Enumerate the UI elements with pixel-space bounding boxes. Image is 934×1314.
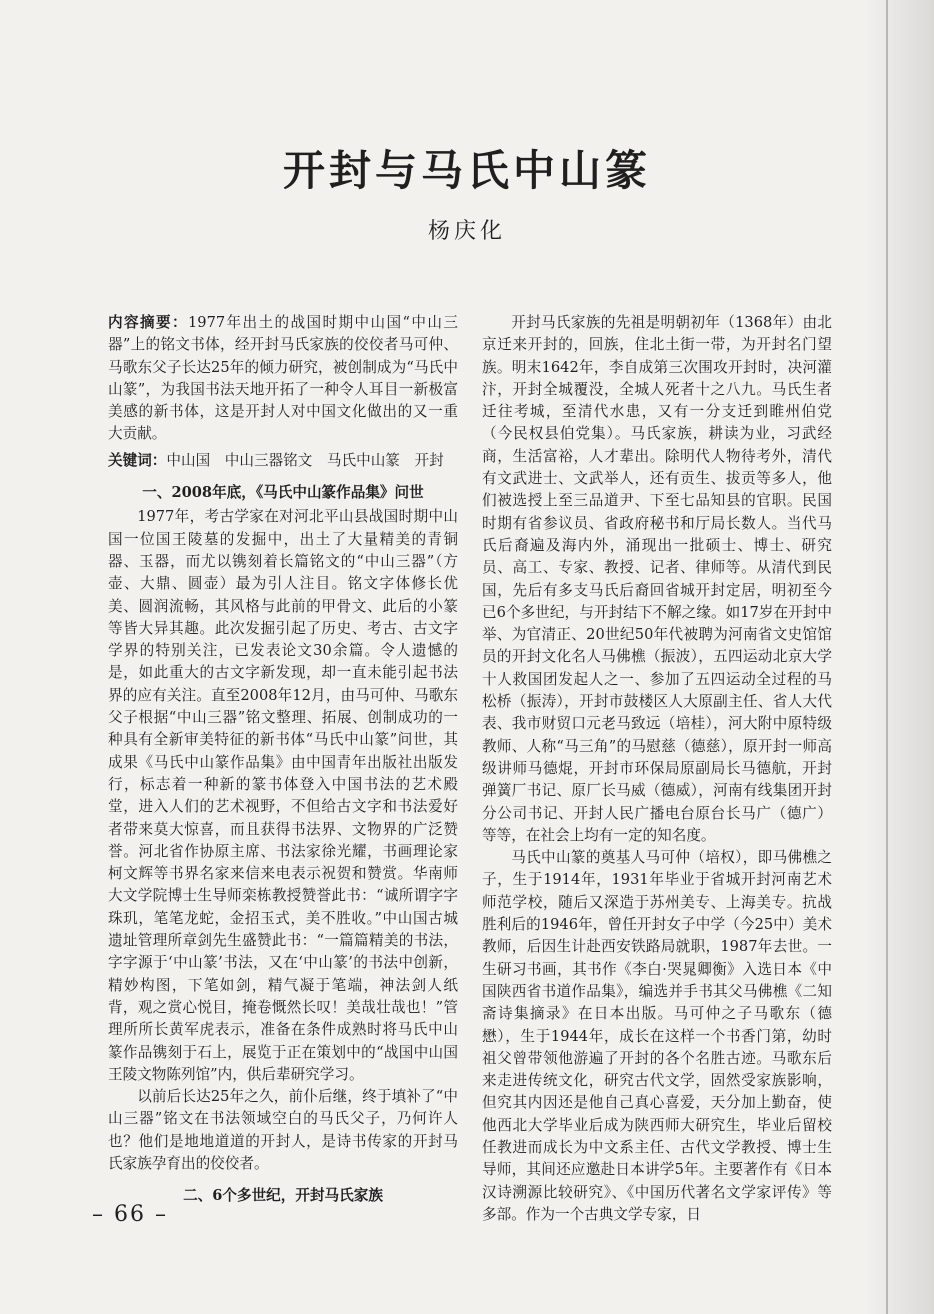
keywords-label: 关键词：: [108, 451, 167, 469]
right-column: [482, 312, 832, 1226]
article-title: 开封与马氏中山篆: [282, 146, 651, 195]
keywords-text: 中山国 中山三器铭文 马氏中山篆 开封: [166, 451, 444, 469]
abstract-text: 1977年出土的战国时期中山国“中山三器”上的铭文书体，经开封马氏家族的佼佼者马可仲、马歌东父子长达25年的倾力研究，被创制成为“马氏中山篆”，为我国书法天地开拓了一种令人耳目一新极富美感的新书体，这是开封人对中国文化做出的又一重大贡献。: [108, 314, 458, 443]
keywords: [108, 450, 458, 472]
left-column: [108, 312, 458, 1210]
body-paragraph: 开封马氏家族的先祖是明朝初年（1368年）由北京迁来开封的，回族，住北土街一带，为开封名门望族。明末1642年，李自成第三次围攻开封时，决河灌汴，开封全城覆没，全城人死者十之八九。马氏生者迁往考城，至清代水患，又有一分支迁到睢州伯党（今民权县伯党集）。马氏家族，耕读为业，习武经商，生活富裕，人才辈出。除明代人物待考外，清代有文武进士、文武举人，还有贡生、拔贡等多人，他们被选授上至三品道尹、下至七品知县的官职。民国时期有省参议员、省政府秘书和厅局长数人。当代马氏后裔遍及海内外，涌现出一批硕士、博士、研究员、高工、专家、教授、记者、律师等。从清代到民国，先后有多支马氏后裔回省城开封定居，明初至今已6个多世纪，与开封结下不解之缘。如17岁在开封中举、为官清正、20世纪50年代被聘为河南省文史馆馆员的开封文化名人马佛樵（振波），五四运动北京大学十人救国团发起人之一、参加了五四运动全过程的马松桥（振涛），开封市鼓楼区人大原副主任、省人大代表、我市财贸口元老马致远（培桂），河大附中原特级教师、人称“马三角”的马慰慈（德慈），原开封一师高级讲师马德焜，开封市环保局原副局长马德航，开封弹簧厂书记、原厂长马威（德威），河南有线集团开封分公司书记、开封人民广播电台原台长马广（德广）等等，在社会上均有一定的知名度。: [482, 314, 832, 844]
body-paragraph: 1977年，考古学家在对河北平山县战国时期中山国一位国王陵墓的发掘中，出土了大量精美的青铜器、玉器，而尤以镌刻着长篇铭文的“中山三器”（方壶、大鼎、圆壶）最为引人注目。铭文字体修长优美、圆润流畅，其风格与此前的甲骨文、此后的小篆等皆大异其趣。此次发掘引起了历史、考古、古文字学界的特别关注，已发表论文30余篇。令人遗憾的是，如此重大的古文字新发现，却一直未能引起书法界的应有关注。直至2008年12月，由马可仲、马歌东父子根据“中山三器”铭文整理、拓展、创制成功的一种具有全新审美特征的新书体“马氏中山篆”问世，其成果《马氏中山篆作品集》由中国青年出版社出版发行，标志着一种新的篆书体登入中国书法的艺术殿堂，进入人们的艺术视野，不但给古文字和书法爱好者带来莫大惊喜，而且获得书法界、文物界的广泛赞誉。河北省作协原主席、书法家徐光耀，书画理论家柯文辉等书界名家来信来电表示祝贺和赞赏。华南师大文学院博士生导师栾栋教授赞誉此书：“诚所谓字字珠玑，笔笔龙蛇，金招玉式，美不胜收。”中山国古城遗址管理所章剑先生盛赞此书：“一篇篇精美的书法，字字源于‘中山篆’书法，又在‘中山篆’的书法中创新，精妙构图，下笔如剑，精气凝于笔端，神法剑人纸背，观之赏心悦目，掩卷慨然长叹！美哉壮哉也！”管理所所长黄军虎表示，准备在条件成熟时将马氏中山篆作品镌刻于石上，展览于正在策划中的“战国中山国王陵文物陈列馆”内，供后辈研究学习。: [108, 508, 458, 1083]
page-number: – 66 –: [92, 1202, 168, 1227]
abstract: [108, 312, 458, 446]
article-author: 杨庆化: [427, 219, 506, 244]
body-paragraph: 以前后长达25年之久，前仆后继，终于填补了“中山三器”铭文在书法领域空白的马氏父子，乃何许人也？他们是地地道道的开封人，是诗书传家的开封马氏家族孕育出的佼佼者。: [108, 1088, 458, 1172]
abstract-label: 内容摘要：: [108, 314, 188, 331]
section-1-heading: 一、2008年底，《马氏中山篆作品集》问世: [142, 484, 424, 502]
section-2-heading: 二、6个多世纪，开封马氏家族: [183, 1187, 383, 1205]
body-paragraph: 马氏中山篆的奠基人马可仲（培权），即马佛樵之子，生于1914年，1931年毕业于省城开封河南艺术师范学校，随后又深造于苏州美专、上海美专。抗战胜利后的1946年，曾任开封女子中学（今25中）美术教师，后因生计赴西安铁路局就职，1987年去世。一生研习书画，其书作《李白·哭晁卿衡》入选日本《中国陕西省书道作品集》，编选并手书其父马佛樵《二知斋诗集摘录》在日本出版。马可仲之子马歌东（德懋），生于1944年，成长在这样一个书香门第，幼时祖父曾带领他游遍了开封的各个名胜古迹。马歌东后来走进传统文化，研究古代文学，固然受家族影响，但究其内因还是他自己真心喜爱，天分加上勤奋，使他西北大学毕业后成为陕西师大研究生，毕业后留校任教进而成长为中文系主任、古代文学教授、博士生导师，其间还应邀赴日本讲学5年。主要著作有《日本汉诗溯源比较研究》、《中国历代著名文学家评传》等多部。作为一个古典文学专家，日: [482, 849, 832, 1223]
